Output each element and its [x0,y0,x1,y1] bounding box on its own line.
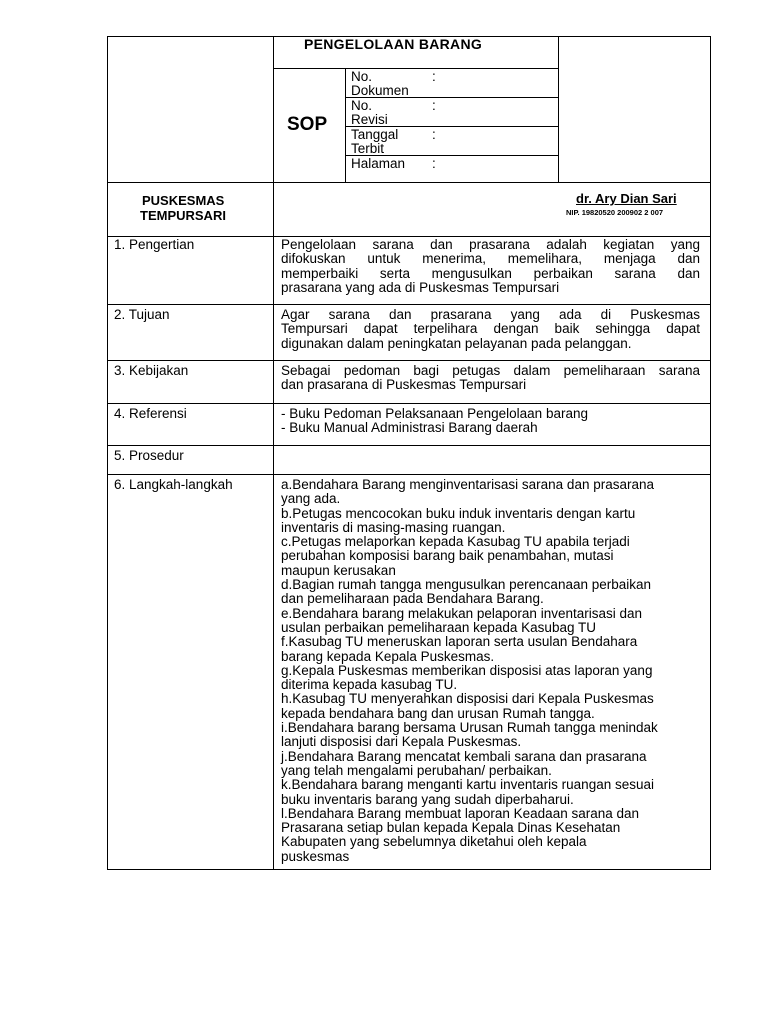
content-line: diterima kepada kasubag TU. [281,677,458,693]
content-line: Pengelolaan sarana dan prasarana adalah kegiatan yang [281,237,700,252]
content-line: Agar sarana dan prasarana yang ada di Puskesmas [281,307,700,322]
content-line: lanjuti disposisi dari Kepala Puskesmas. [281,734,522,750]
content-line: kepada bendahara bang dan urusan Rumah tangga. [281,705,595,721]
section-content-kebijakan [281,364,700,393]
content-line: Kabupaten yang sebelumnya diketahui oleh kepala [281,834,587,850]
section-label-langkah: 6. Langkah-langkah [114,477,233,492]
section-content-tujuan [281,308,700,351]
content-line: d.Bagian rumah tangga mengusulkan perencanaan perbaikan [281,577,652,593]
section-label-pengertian: 1. Pengertian [114,237,195,252]
document-title: PENGELOLAAN BARANG [304,36,483,52]
table-border [107,403,711,404]
content-line: a.Bendahara Barang menginventarisasi sarana dan prasarana [281,477,654,492]
content-line: difokuskan untuk menerima, memelihara, menjaga dan [281,251,700,267]
section-label-kebijakan: 3. Kebijakan [114,363,189,378]
table-border [107,360,711,361]
content-line: k.Bendahara barang menganti kartu inventaris ruangan sesuai [281,777,654,793]
signer-nip: NIP. 19820520 200902 2 007 [566,208,664,217]
field-tanggal-terbit: Terbit [351,141,385,156]
content-line: dan pemeliharaan pada Bendahara Barang. [281,591,544,607]
content-line: g.Kepala Puskesmas memberikan disposisi atas laporan yang [281,662,653,678]
field-separator: : [432,69,436,84]
field-separator: : [432,127,436,142]
content-line: f.Kasubag TU meneruskan laporan serta usulan Bendahara [281,634,638,650]
content-line: Tempursari dapat terpelihara dengan baik sehingga dapat [281,321,700,337]
content-line: b.Petugas mencocokan buku induk inventaris dengan kartu [281,505,636,521]
field-halaman: Halaman [351,156,406,171]
content-line: - Buku Manual Administrasi Barang daerah [281,420,538,436]
sop-label: SOP [287,114,328,135]
field-no-dokumen: Dokumen [351,83,409,98]
content-line: yang ada. [281,491,341,507]
content-line: yang telah mengalami perubahan/ perbaikan. [281,762,552,778]
section-label-tujuan: 2. Tujuan [114,307,170,322]
table-border [558,36,559,182]
section-label-prosedur: 5. Prosedur [114,448,184,463]
content-line: j.Bendahara Barang mencatat kembali sarana dan prasarana [281,748,647,764]
org-name: TEMPURSARI [140,208,226,223]
field-no-revisi: No. [351,98,373,113]
table-border [107,869,711,870]
table-border [107,474,711,475]
content-line: e.Bendahara barang melakukan pelaporan inventarisasi dan [281,605,642,621]
content-line: barang kepada Kepala Puskesmas. [281,648,495,664]
content-line: maupun kerusakan [281,562,396,578]
table-border [273,36,274,870]
section-content-pengertian [281,238,700,295]
content-line: prasarana yang ada di Puskesmas Tempursari [281,279,560,295]
field-no-revisi: Revisi [351,112,388,127]
section-label-referensi: 4. Referensi [114,406,187,421]
section-content-langkah [281,478,700,864]
content-line: h.Kasubag TU menyerahkan disposisi dari Kepala Puskesmas [281,691,654,707]
content-line: buku inventaris barang yang sudah diperbaharui. [281,791,574,807]
table-border [107,445,711,446]
signer-name: dr. Ary Dian Sari [576,191,677,206]
content-line: perubahan komposisi barang baik penambahan, mutasi [281,548,614,564]
content-line: l.Bendahara Barang membuat laporan Keadaan sarana dan [281,805,640,821]
content-line: c.Petugas melaporkan kepada Kasubag TU apabila terjadi [281,534,630,550]
table-border [107,304,711,305]
content-line: Sebagai pedoman bagi petugas dalam pemeliharaan sarana [281,363,700,378]
content-line: memperbaiki serta mengusulkan perbaikan sarana dan [281,265,700,281]
content-line: dan prasarana di Puskesmas Tempursari [281,377,527,393]
table-border [107,182,711,183]
org-name: PUSKESMAS [142,193,225,208]
content-line: inventaris di masing-masing ruangan. [281,519,506,535]
content-line: usulan perbaikan pemeliharaan kepada Kasubag TU [281,619,596,635]
field-separator: : [432,98,436,113]
content-line: digunakan dalam peningkatan pelayanan pada pelanggan. [281,335,632,351]
field-tanggal-terbit: Tanggal [351,127,399,142]
table-border [273,68,558,69]
field-separator: : [432,156,436,171]
content-line: Prasarana setiap bulan kepada Kepala Dinas Kesehatan [281,820,621,836]
content-line: puskesmas [281,848,350,864]
table-border [345,68,346,182]
table-border [710,36,711,870]
field-no-dokumen: No. [351,69,373,84]
content-line: - Buku Pedoman Pelaksanaan Pengelolaan barang [281,406,588,421]
table-border [107,36,108,870]
content-line: i.Bendahara barang bersama Urusan Rumah tangga menindak [281,720,658,736]
section-content-referensi [281,407,700,436]
